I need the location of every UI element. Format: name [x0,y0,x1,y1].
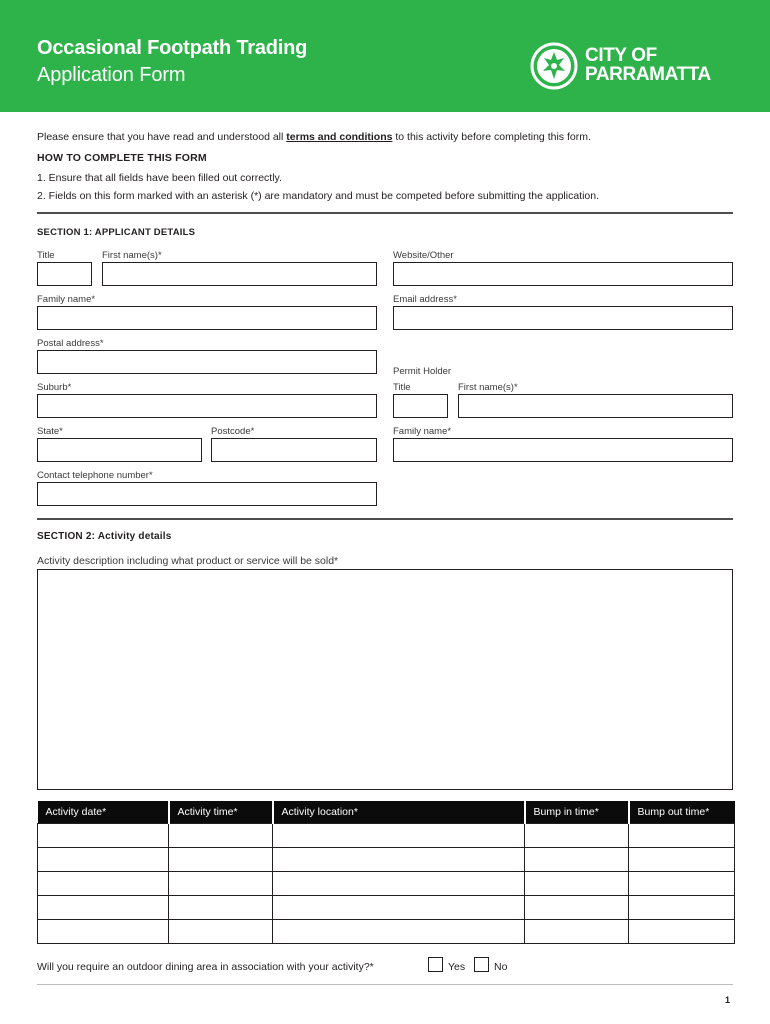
permit-holder-first-name-field[interactable] [458,394,733,418]
bump-in-time-cell[interactable] [525,919,629,943]
city-logo-text: CITY OF PARRAMATTA [585,45,711,85]
bump-in-time-cell[interactable] [525,823,629,847]
instruction-step-1: 1. Ensure that all fields have been filled out correctly. [37,172,282,184]
family-name-label: Family name* [37,294,96,305]
form-subtitle: Application Form [37,64,186,86]
activity-date-cell[interactable] [38,895,169,919]
first-name-field[interactable] [102,262,377,286]
no-label: No [494,961,508,973]
suburb-label: Suburb* [37,382,72,393]
activity-date-cell[interactable] [38,847,169,871]
title-field[interactable] [37,262,92,286]
permit-holder-family-name-label: Family name* [393,426,452,437]
table-row [38,919,735,943]
yes-checkbox[interactable] [428,957,443,972]
section-divider [37,212,733,214]
activity-location-cell[interactable] [273,919,525,943]
activity-location-cell[interactable] [273,895,525,919]
instruction-step-2: 2. Fields on this form marked with an asterisk (*) are mandatory and must be competed before submitting the application. [37,190,600,202]
bump-out-time-cell[interactable] [629,895,735,919]
postal-address-field[interactable] [37,350,377,374]
email-label: Email address* [393,294,457,305]
permit-holder-label: Permit Holder [393,366,452,377]
state-label: State* [37,426,63,437]
how-to-heading: HOW TO COMPLETE THIS FORM [37,152,207,164]
dining-question: Will you require an outdoor dining area in association with your activity?* [37,961,374,973]
activity-time-cell[interactable] [169,919,273,943]
activity-location-cell[interactable] [273,847,525,871]
bump-in-time-cell[interactable] [525,871,629,895]
phone-label: Contact telephone number* [37,470,153,481]
email-field[interactable] [393,306,733,330]
terms-link[interactable]: terms and conditions [286,131,393,143]
intro-text: Please ensure that you have read and understood all terms and conditions to this activity before completing this form. [37,131,591,143]
website-field[interactable] [393,262,733,286]
section-1-heading: SECTION 1: APPLICANT DETAILS [37,227,196,238]
page-number: 1 [725,995,731,1005]
activity-description-field[interactable] [37,569,733,790]
postcode-field[interactable] [211,438,377,462]
footer-divider [37,984,733,985]
state-field[interactable] [37,438,202,462]
permit-holder-title-label: Title [393,382,411,393]
activity-time-cell[interactable] [169,895,273,919]
postcode-label: Postcode* [211,426,255,437]
activity-time-cell[interactable] [169,847,273,871]
section-2-heading: SECTION 2: Activity details [37,531,172,542]
permit-holder-family-name-field[interactable] [393,438,733,462]
title-label: Title [37,250,55,261]
city-logo-icon [530,42,578,90]
activity-schedule-table [37,801,735,944]
suburb-field[interactable] [37,394,377,418]
family-name-field[interactable] [37,306,377,330]
column-header-activity-date: Activity date* [38,801,169,823]
yes-label: Yes [448,961,466,973]
bump-out-time-cell[interactable] [629,919,735,943]
table-row [38,823,735,847]
activity-date-cell[interactable] [38,871,169,895]
first-name-label: First name(s)* [102,250,162,261]
activity-date-cell[interactable] [38,823,169,847]
column-header-bump-in-time: Bump in time* [525,801,629,823]
column-header-activity-location: Activity location* [273,801,525,823]
activity-location-cell[interactable] [273,871,525,895]
postal-address-label: Postal address* [37,338,104,349]
bump-out-time-cell[interactable] [629,871,735,895]
activity-time-cell[interactable] [169,823,273,847]
table-row [38,847,735,871]
phone-field[interactable] [37,482,377,506]
table-header-row [38,801,735,823]
activity-location-cell[interactable] [273,823,525,847]
header-banner [0,0,770,112]
bump-out-time-cell[interactable] [629,823,735,847]
no-checkbox[interactable] [474,957,489,972]
column-header-activity-time: Activity time* [169,801,273,823]
permit-holder-title-field[interactable] [393,394,448,418]
permit-holder-first-name-label: First name(s)* [458,382,518,393]
activity-description-label: Activity description including what product or service will be sold* [37,555,339,567]
form-title: Occasional Footpath Trading [37,37,308,59]
bump-in-time-cell[interactable] [525,847,629,871]
website-label: Website/Other [393,250,454,261]
activity-time-cell[interactable] [169,871,273,895]
bump-in-time-cell[interactable] [525,895,629,919]
section-divider [37,518,733,520]
activity-date-cell[interactable] [38,919,169,943]
table-row [38,895,735,919]
table-row [38,871,735,895]
column-header-bump-out-time: Bump out time* [629,801,735,823]
bump-out-time-cell[interactable] [629,847,735,871]
